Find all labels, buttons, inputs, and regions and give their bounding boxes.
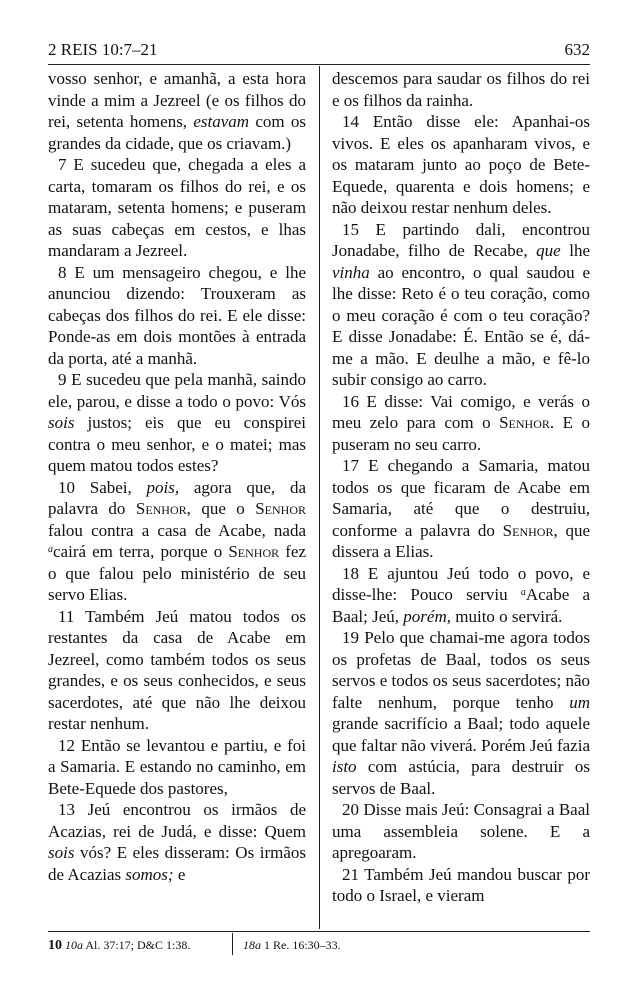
left-column xyxy=(48,68,306,928)
verse-21: 21 Também Jeú mandou buscar por todo o Israel, e vieram xyxy=(332,864,590,905)
chapter-reference: 2 REIS 10:7–21 xyxy=(48,40,158,59)
footnote-key: 18a xyxy=(243,938,261,952)
verse-13-continuation: descemos para saudar os filhos do rei e os filhos da rainha. xyxy=(332,69,590,110)
footnote-references[interactable]: 1 Re. 16:30–33. xyxy=(264,938,341,952)
footnote-18a xyxy=(243,937,341,953)
footnote-marker-18a[interactable]: a xyxy=(520,587,526,598)
verse-6-continuation: vosso senhor, e amanhã, a esta hora vinde a mim a Jezreel (e os filhos do rei, setenta homens, estavam com os grandes da cidade, que os criavam.) xyxy=(48,69,306,153)
header-rule xyxy=(48,64,590,65)
footnote-divider xyxy=(232,933,233,955)
verse-8: 8 E um mensageiro chegou, e lhe anunciou dizendo: Trouxeram as cabeças dos filhos do rei. E ele disse: Ponde-as em dois montões à entrada da porta, até a manhã. xyxy=(48,262,306,368)
verse-18: 18 E ajuntou Jeú todo o povo, e disse-lhe: Pouco serviu $^a$Acabe a Baal; Jeú, porém, muito o servirá. xyxy=(332,563,590,626)
verse-11: 11 Também Jeú matou todos os restantes da casa de Acabe em Jezreel, como também todos os seus grandes, e os seus conhecidos, e seus sacerdotes, até que não lhe deixou restar nenhum. xyxy=(48,606,306,733)
verse-7: 7 E sucedeu que, chegada a eles a carta, tomaram os filhos do rei, e os mataram, setenta homens; e puseram as suas cabeças em cestos, e lhas mandaram a Jezreel. xyxy=(48,155,306,260)
verse-15: 15 E partindo dali, encontrou Jonadabe, filho de Recabe, que lhe vinha ao encontro, o qual saudou e lhe disse: Reto é o teu coração, como o meu coração é com o teu coração? E disse Jonadabe: É. Então se é, dá-me a mão. E deulhe a mão, e fê-lo subir consigo ao carro. xyxy=(332,219,590,389)
verse-9: 9 E sucedeu que pela manhã, saindo ele, parou, e disse a todo o povo: Vós sois justos; eis que eu conspirei contra o meu senhor, e o matei; mas quem matou todos estes? xyxy=(48,370,306,475)
verse-16: 16 E disse: Vai comigo, e verás o meu zelo para com o Senhor. E o puseram no seu carro. xyxy=(332,391,590,454)
footnotes xyxy=(48,937,590,957)
verse-10: 10 Sabei, pois, agora que, da palavra do Senhor, que o Senhor falou contra a casa de Acabe, nada $^a$cairá em terra, porque o Senhor fez o que falou pelo ministério de seu servo Elias. xyxy=(48,477,306,604)
footnote-key: 10a xyxy=(65,938,83,952)
footnote-rule xyxy=(48,931,590,932)
verse-20: 20 Disse mais Jeú: Consagrai a Baal uma assembleia solene. E a apregoaram. xyxy=(332,800,590,862)
footnote-10a xyxy=(48,937,190,954)
verse-19: 19 Pelo que chamai-me agora todos os profetas de Baal, todos os seus servos e todos os seus sacerdotes; não falte nenhum, porque tenho um grande sacrifício a Baal; todo aquele que faltar não viverá. Porém Jeú fazia isto com astúcia, para destruir os servos de Baal. xyxy=(332,628,590,798)
running-header xyxy=(48,40,590,64)
page-number: 632 xyxy=(564,40,590,59)
footnote-marker-10a[interactable]: a xyxy=(48,544,53,555)
right-column xyxy=(332,68,590,928)
verse-17: 17 E chegando a Samaria, matou todos os que ficaram de Acabe em Samaria, até que o destruiu, conforme a palavra do Senhor, que dissera a Elias. xyxy=(332,456,590,561)
verse-13: 13 Jeú encontrou os irmãos de Acazias, rei de Judá, e disse: Quem sois vós? E eles disseram: Os irmãos de Acazias somos; e xyxy=(48,800,306,884)
verse-12: 12 Então se levantou e partiu, e foi a Samaria. E estando no caminho, em Bete-Equede dos pastores, xyxy=(48,735,306,798)
verse-14: 14 Então disse ele: Apanhai-os vivos. E eles os apanharam vivos, e os mataram junto ao poço de Bete-Equede, quarenta e dois homens; e não deixou restar nenhum deles. xyxy=(332,112,590,217)
column-divider xyxy=(319,66,320,929)
footnote-references[interactable]: Al. 37:17; D&C 1:38. xyxy=(85,938,191,952)
footnote-verse-number: 10 xyxy=(48,938,62,953)
